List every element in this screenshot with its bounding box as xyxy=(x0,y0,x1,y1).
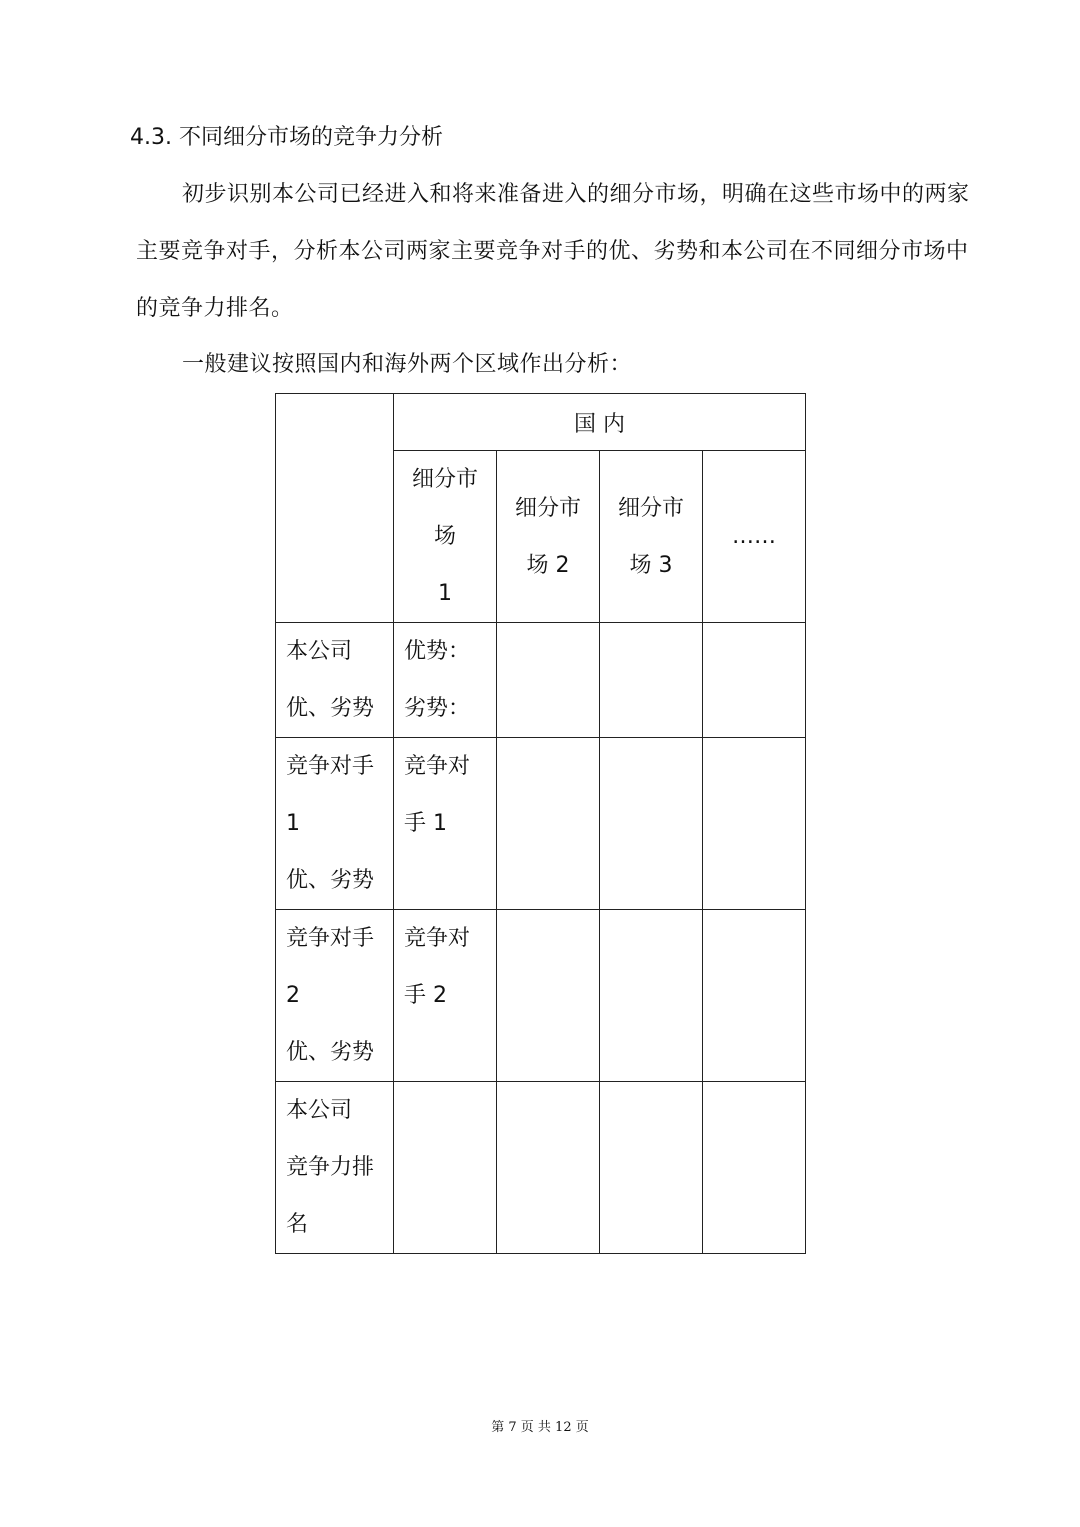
table-cell xyxy=(600,1082,703,1254)
cell-text: 手 2 xyxy=(404,983,447,1008)
table-cell xyxy=(497,1082,600,1254)
row-label-company-strengths xyxy=(276,623,394,738)
cell-text: 竞争对 xyxy=(404,754,471,779)
competitiveness-table xyxy=(275,393,806,1254)
cell-text: 手 1 xyxy=(404,811,447,836)
segment-header-text: …… xyxy=(732,524,776,549)
corner-cell xyxy=(276,394,394,623)
row-label-text: 优、劣势 xyxy=(286,868,375,893)
suggestion-paragraph: 一般建议按照国内和海外两个区域作出分析： xyxy=(182,352,633,377)
table-cell xyxy=(497,910,600,1082)
segment-header-text: 细分市 xyxy=(514,495,581,521)
table-cell xyxy=(600,623,703,738)
table-cell xyxy=(703,623,806,738)
segment-header-text: 细分市 xyxy=(411,467,478,492)
row-label-competitor-2 xyxy=(276,910,394,1082)
row-label-text: 优、劣势 xyxy=(286,1040,375,1065)
segment-header-3 xyxy=(600,451,703,623)
intro-paragraph: 初步识别本公司已经进入和将来准备进入的细分市场，明确在这些市场中的两家主要竞争对手，分析本公司两家主要竞争对手的优、劣势和本公司在不同细分市场中的竞争力排名。 xyxy=(136,182,970,321)
section-heading: 4.3. 不同细分市场的竞争力分析 xyxy=(130,125,443,150)
region-header: 国 内 xyxy=(394,394,806,451)
table-cell xyxy=(394,623,497,738)
table-cell xyxy=(600,738,703,910)
row-label-text: 竞争力排 xyxy=(286,1155,375,1180)
table-cell xyxy=(703,738,806,910)
row-label-text: 1 xyxy=(286,811,300,836)
table-cell xyxy=(497,623,600,738)
table-cell xyxy=(703,1082,806,1254)
page-footer: 第 7 页 共 12 页 xyxy=(491,1420,589,1435)
segment-header-text: 细分市 xyxy=(617,495,684,521)
table-cell xyxy=(497,738,600,910)
row-label-text: 本公司 xyxy=(286,1098,353,1123)
table-cell xyxy=(703,910,806,1082)
segment-header-more xyxy=(703,451,806,623)
row-label-text: 优、劣势 xyxy=(286,696,375,721)
row-label-text: 竞争对手 xyxy=(286,754,375,779)
segment-header-1 xyxy=(394,451,497,623)
segment-header-text: 场 3 xyxy=(629,552,673,578)
row-label-text: 本公司 xyxy=(286,639,353,664)
row-label-text: 名 xyxy=(286,1212,309,1237)
segment-header-text: 1 xyxy=(438,581,452,606)
cell-text: 优势： xyxy=(404,639,471,664)
cell-text: 竞争对 xyxy=(404,926,471,951)
row-label-text: 2 xyxy=(286,983,300,1008)
segment-header-text: 场 2 xyxy=(526,552,570,578)
table-cell xyxy=(394,738,497,910)
table-cell xyxy=(600,910,703,1082)
table-cell xyxy=(394,1082,497,1254)
segment-header-2 xyxy=(497,451,600,623)
row-label-competitor-1 xyxy=(276,738,394,910)
cell-text: 劣势： xyxy=(404,696,471,721)
segment-header-text: 场 xyxy=(433,524,456,549)
table-cell xyxy=(394,910,497,1082)
row-label-company-ranking xyxy=(276,1082,394,1254)
row-label-text: 竞争对手 xyxy=(286,926,375,951)
